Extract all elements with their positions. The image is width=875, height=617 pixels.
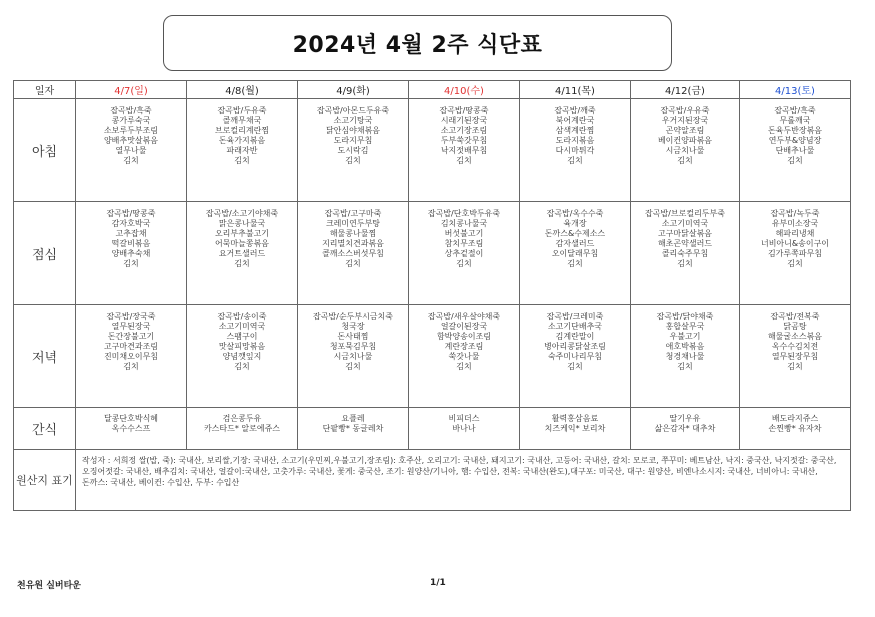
dish-item: 도라지무침 — [333, 136, 373, 145]
dish-item: 너비아니&송이구이 — [760, 239, 830, 248]
dish-item: 단배추나물 — [775, 146, 815, 155]
dish-item: 김치 — [345, 156, 361, 165]
meal-label: 아침 — [14, 99, 76, 202]
dish-item: 김치 — [456, 259, 472, 268]
dish-item: 다시마튀각 — [555, 146, 595, 155]
dish-item: 잡곡밥/흑죽 — [774, 106, 816, 115]
dish-item: 김치 — [677, 259, 693, 268]
meal-cell — [409, 202, 520, 305]
dish-item: 김치 — [787, 362, 803, 371]
dish-item: 청포묵김무침 — [329, 342, 377, 351]
dish-item: 애호박볶음 — [665, 342, 705, 351]
day-header: 4/10(수) — [409, 81, 520, 99]
dish-item: 김치 — [567, 259, 583, 268]
dish-item: 소고기미역국 — [218, 322, 266, 331]
dish-item: 잡곡밥/녹두죽 — [770, 209, 820, 218]
dish-item: 김치 — [567, 156, 583, 165]
meal-cell — [520, 305, 631, 408]
dish-item: 해물콩나물찜 — [329, 229, 377, 238]
meal-cell — [76, 202, 187, 305]
dish-item: 활력홍삼음료 — [551, 414, 599, 423]
dish-item: 지리멸치견과볶음 — [322, 239, 384, 248]
dish-item: 옥수수스프 — [111, 424, 151, 433]
meal-cell — [76, 305, 187, 408]
dish-item: 감자샐러드 — [555, 239, 595, 248]
dish-item: 소고기탕국 — [333, 116, 373, 125]
dish-item: 열무된장국 — [111, 322, 151, 331]
dish-item: 돈까스&수제소스 — [544, 229, 606, 238]
dish-item: 김치 — [456, 156, 472, 165]
dish-item: 잡곡밥/옥수수죽 — [546, 209, 604, 218]
dish-item: 소고기장조림 — [440, 126, 488, 135]
dish-item: 고구마닭살볶음 — [657, 229, 713, 238]
day-header: 4/12(금) — [631, 81, 740, 99]
meal-cell — [631, 202, 740, 305]
dish-item: 잡곡밥/송이죽 — [217, 312, 267, 321]
meal-cell — [298, 305, 409, 408]
meal-cell — [520, 99, 631, 202]
dish-item: 도시락김 — [337, 146, 369, 155]
dish-item: 김치 — [345, 362, 361, 371]
dish-item: 콜리숙주무침 — [661, 249, 709, 258]
dish-item: 돈간장불고기 — [107, 332, 155, 341]
dish-item: 잡곡밥/크레미죽 — [546, 312, 604, 321]
dish-item: 함박양송이조림 — [436, 332, 492, 341]
dish-item: 김치 — [234, 156, 250, 165]
dish-item: 김계란말이 — [555, 332, 595, 341]
dish-item: 잡곡밥/깨죽 — [554, 106, 596, 115]
page-title: 2024년 4월 2주 식단표 — [292, 32, 543, 58]
meal-cell — [740, 305, 851, 408]
meal-cell — [187, 305, 298, 408]
dish-item: 버섯불고기 — [444, 229, 484, 238]
meal-cell — [187, 202, 298, 305]
meal-cell — [187, 99, 298, 202]
dish-item: 해초곤약샐러드 — [657, 239, 713, 248]
dish-item: 요플레 — [341, 414, 365, 423]
snack-cell — [520, 408, 631, 450]
meal-cell — [740, 99, 851, 202]
dish-item: 고추잡채 — [115, 229, 147, 238]
dish-item: 잡곡밥/땅콩죽 — [439, 106, 489, 115]
day-header: 4/11(목) — [520, 81, 631, 99]
dish-item: 닭안심야채볶음 — [325, 126, 381, 135]
dish-item: 잡곡밥/소고기야채죽 — [205, 209, 279, 218]
dish-item: 육개장 — [563, 219, 587, 228]
day-header: 4/13(토) — [740, 81, 851, 99]
dish-item: 북어계란국 — [555, 116, 595, 125]
dish-item: 잡곡밥/두유죽 — [217, 106, 267, 115]
dish-item: 손찐빵* 유자차 — [768, 424, 822, 433]
dish-item: 낙지젓배무침 — [440, 146, 488, 155]
dish-item: 두부쑥갓무침 — [440, 136, 488, 145]
meal-cell — [740, 202, 851, 305]
meal-cell — [409, 305, 520, 408]
dish-item: 우거지된장국 — [661, 116, 709, 125]
meal-cell — [298, 99, 409, 202]
snack-row — [14, 408, 851, 450]
dish-item: 콜깨무채국 — [222, 116, 262, 125]
dish-item: 달콩단호박식혜 — [103, 414, 159, 423]
dish-item: 쑥갓나물 — [448, 352, 480, 361]
dish-item: 김치 — [456, 362, 472, 371]
dish-item: 시금치나물 — [333, 352, 373, 361]
day-header: 4/9(화) — [298, 81, 409, 99]
dish-item: 진미채오이무침 — [103, 352, 159, 361]
dinner-row — [14, 305, 851, 408]
dish-item: 소고기단배추국 — [547, 322, 603, 331]
dish-item: 콩가루숙국 — [111, 116, 151, 125]
dish-item: 삼색계란찜 — [555, 126, 595, 135]
dish-item: 우불고기 — [669, 332, 701, 341]
dish-item: 소고기미역국 — [661, 219, 709, 228]
dish-item: 해파리냉채 — [775, 229, 815, 238]
dish-item: 돈육가지볶음 — [218, 136, 266, 145]
dish-item: 비피더스 — [448, 414, 480, 423]
dish-item: 도라지볶음 — [555, 136, 595, 145]
dish-item: 상추겉절이 — [444, 249, 484, 258]
dish-item: 잡곡밥/닭야채죽 — [656, 312, 714, 321]
day-header: 4/8(월) — [187, 81, 298, 99]
meal-label: 점심 — [14, 202, 76, 305]
breakfast-row — [14, 99, 851, 202]
dish-item: 잡곡밥/아몬드두유죽 — [316, 106, 390, 115]
dish-item: 오리부추불고기 — [214, 229, 270, 238]
snack-cell — [187, 408, 298, 450]
dish-item: 떡갈비볶음 — [111, 239, 151, 248]
dish-item: 김치콩나물국 — [440, 219, 488, 228]
dish-item: 잡곡밥/브로컬리두부죽 — [645, 209, 725, 218]
dish-item: 단팥빵* 동글레차 — [322, 424, 384, 433]
meal-cell — [520, 202, 631, 305]
dish-item: 맛살피망볶음 — [218, 342, 266, 351]
dish-item: 해물굴소스볶음 — [767, 332, 823, 341]
dish-item: 유부미소장국 — [771, 219, 819, 228]
dish-item: 김치 — [123, 362, 139, 371]
snack-cell — [409, 408, 520, 450]
dish-item: 고구마견과조림 — [103, 342, 159, 351]
dish-item: 파래자반 — [226, 146, 258, 155]
dish-item: 크레미연두부탕 — [325, 219, 381, 228]
dish-item: 소보루두부조림 — [103, 126, 159, 135]
dish-item: 참치무조림 — [444, 239, 484, 248]
dish-item: 김가루쪽파무침 — [767, 249, 823, 258]
dish-item: 계란장조림 — [444, 342, 484, 351]
dish-item: 양념깻잎지 — [222, 352, 262, 361]
dish-item: 김치 — [123, 156, 139, 165]
lunch-row — [14, 202, 851, 305]
dish-item: 시래기된장국 — [440, 116, 488, 125]
dish-item: 잡곡밥/고구마죽 — [324, 209, 382, 218]
dish-item: 검은콩두유 — [222, 414, 262, 423]
dish-item: 시금치나물 — [665, 146, 705, 155]
dish-item: 베이컨양파볶음 — [657, 136, 713, 145]
dish-item: 연두부&양념장 — [768, 136, 822, 145]
dish-item: 김치 — [787, 259, 803, 268]
dish-item: 병아리콩닭살조림 — [544, 342, 606, 351]
meal-label: 간식 — [14, 408, 76, 450]
dish-item: 얼갈이된장국 — [440, 322, 488, 331]
dish-item: 김치 — [123, 259, 139, 268]
menu-table — [13, 80, 851, 511]
dish-item: 카스타드* 알로에쥬스 — [203, 424, 281, 433]
dish-item: 김치 — [567, 362, 583, 371]
meal-cell — [298, 202, 409, 305]
dish-item: 옥수수김치전 — [771, 342, 819, 351]
footer-org: 천유원 실버타운 — [17, 581, 81, 591]
dish-item: 잡곡밥/우유죽 — [660, 106, 710, 115]
dish-item: 열무나물 — [115, 146, 147, 155]
dish-item: 잡곡밥/단호박두유죽 — [427, 209, 501, 218]
dish-item: 어묵마늘쫑볶음 — [214, 239, 270, 248]
dish-item: 숙주미나리무침 — [547, 352, 603, 361]
dish-item: 김치 — [234, 259, 250, 268]
dish-item: 잡곡밥/장국죽 — [106, 312, 156, 321]
origin-label: 원산지 표기 — [14, 450, 76, 511]
meal-label: 저녁 — [14, 305, 76, 408]
dish-item: 김치 — [677, 156, 693, 165]
dish-item: 배도라지쥬스 — [771, 414, 819, 423]
snack-cell — [740, 408, 851, 450]
dish-item: 바나나 — [452, 424, 476, 433]
meal-cell — [631, 99, 740, 202]
dish-item: 열무된장무침 — [771, 352, 819, 361]
dish-item: 무롤깨국 — [779, 116, 811, 125]
snack-cell — [298, 408, 409, 450]
dish-item: 곤약알조림 — [665, 126, 705, 135]
dish-item: 감자호박국 — [111, 219, 151, 228]
origin-text: 작성자 : 서희정 쌀(밥, 죽): 국내산, 보리쌀,기장: 국내산, 소고기(우민찌,우불고기,장조림): 호주산, 오리고기: 국내산, 돼지고기: 국내산, 고등어: 국내산, 갈치: 모로코, 쭈꾸미: 베트남산, 낙지: 중국산, 낙지젓갈: 중국산, 오징어젓갈: 국내산, 배추김치: 국내산, 얼갈이:국내산, 고춧가루: 국내산, 꽃게: 중국산, 조기: 원양산/기니아, 햄: 수입산, 전복: 국내산(완도),대구포: 미국산, 대구: 원양산, 비엔나소시지: 국내산, 너비아니: 국내산, 돈까스: 국내산, 베이컨: 수입산, 두부: 수입산 — [76, 450, 851, 511]
dish-item: 돈육두반장볶음 — [767, 126, 823, 135]
dish-item: 스팸구이 — [226, 332, 258, 341]
dish-item: 콜깨소스버섯무침 — [322, 249, 384, 258]
dish-item: 치즈케익* 보리차 — [544, 424, 606, 433]
meal-cell — [76, 99, 187, 202]
dish-item: 브로컬리계란찜 — [214, 126, 270, 135]
dish-item: 김치 — [677, 362, 693, 371]
date-label: 일자 — [14, 81, 76, 99]
dish-item: 청경채나물 — [665, 352, 705, 361]
header-row — [14, 81, 851, 99]
dish-item: 맑은콩나물국 — [218, 219, 266, 228]
dish-item: 닭곰탕 — [783, 322, 807, 331]
dish-item: 잡곡밥/땅콩죽 — [106, 209, 156, 218]
dish-item: 오이달래무침 — [551, 249, 599, 258]
origin-row — [14, 450, 851, 511]
dish-item: 잡곡밥/흑죽 — [110, 106, 152, 115]
dish-item: 김치 — [787, 156, 803, 165]
day-header: 4/7(일) — [76, 81, 187, 99]
dish-item: 잡곡밥/순두부시금치죽 — [313, 312, 393, 321]
title-box — [163, 15, 672, 71]
dish-item: 잡곡밥/전복죽 — [770, 312, 820, 321]
dish-item: 김치 — [234, 362, 250, 371]
snack-cell — [76, 408, 187, 450]
dish-item: 돈사태찜 — [337, 332, 369, 341]
dish-item: 김치 — [345, 259, 361, 268]
meal-cell — [409, 99, 520, 202]
dish-item: 잡곡밥/새우살야채죽 — [427, 312, 501, 321]
dish-item: 삶은감자* 대추차 — [654, 424, 716, 433]
dish-item: 양배추숙채 — [111, 249, 151, 258]
meal-cell — [631, 305, 740, 408]
dish-item: 청국장 — [341, 322, 365, 331]
page-number: 1/1 — [430, 578, 446, 588]
dish-item: 양배추맛살볶음 — [103, 136, 159, 145]
dish-item: 딸기우유 — [669, 414, 701, 423]
dish-item: 홍합살무국 — [665, 322, 705, 331]
snack-cell — [631, 408, 740, 450]
dish-item: 요거트샐러드 — [218, 249, 266, 258]
